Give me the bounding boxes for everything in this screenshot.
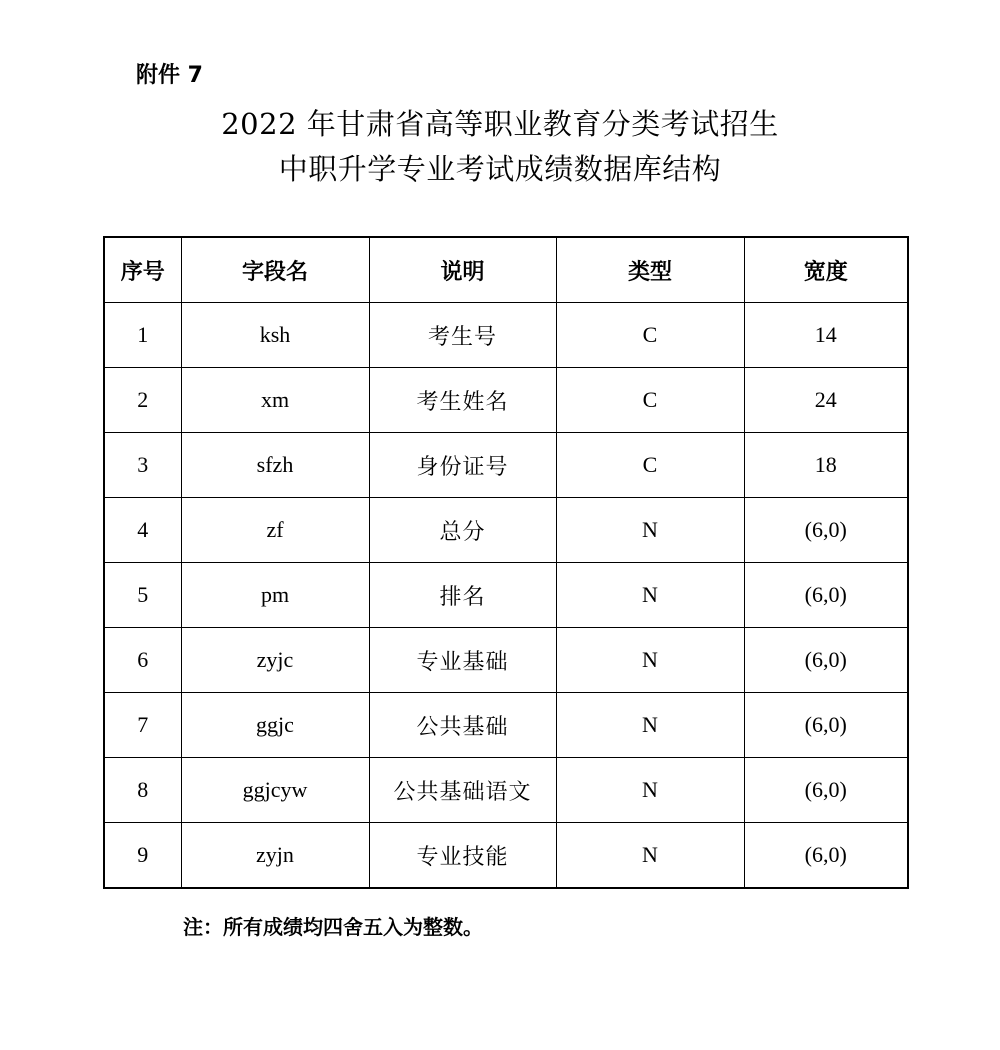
cell-field-name: zyjc	[181, 628, 369, 693]
cell-description: 专业技能	[369, 823, 556, 889]
attachment-label: 附件 7	[136, 63, 203, 88]
cell-description: 专业基础	[369, 628, 556, 693]
document-title-line-1: 2022 年甘肃省高等职业教育分类考试招生	[221, 107, 779, 141]
cell-type: N	[556, 758, 744, 823]
cell-type: N	[556, 563, 744, 628]
table-row	[104, 563, 908, 628]
cell-width: 24	[744, 368, 908, 433]
cell-type: N	[556, 823, 744, 889]
cell-width: (6,0)	[744, 498, 908, 563]
header-type: 类型	[556, 237, 744, 303]
header-field-name: 字段名	[181, 237, 369, 303]
database-structure-table	[103, 236, 909, 889]
cell-width: (6,0)	[744, 823, 908, 889]
cell-width: (6,0)	[744, 563, 908, 628]
cell-description: 公共基础	[369, 693, 556, 758]
cell-type: C	[556, 303, 744, 368]
cell-width: 14	[744, 303, 908, 368]
cell-type: C	[556, 368, 744, 433]
cell-index: 3	[104, 433, 181, 498]
header-description: 说明	[369, 237, 556, 303]
cell-description: 考生号	[369, 303, 556, 368]
header-width: 宽度	[744, 237, 908, 303]
header-index: 序号	[104, 237, 181, 303]
cell-index: 1	[104, 303, 181, 368]
table-row	[104, 693, 908, 758]
table-row	[104, 433, 908, 498]
table-header-row	[104, 237, 908, 303]
table-row	[104, 823, 908, 889]
table-row	[104, 758, 908, 823]
cell-field-name: zf	[181, 498, 369, 563]
document-title-line-2: 中职升学专业考试成绩数据库结构	[278, 152, 722, 186]
cell-index: 7	[104, 693, 181, 758]
cell-description: 考生姓名	[369, 368, 556, 433]
cell-index: 5	[104, 563, 181, 628]
cell-type: N	[556, 498, 744, 563]
cell-index: 6	[104, 628, 181, 693]
cell-field-name: ggjc	[181, 693, 369, 758]
cell-index: 8	[104, 758, 181, 823]
cell-field-name: sfzh	[181, 433, 369, 498]
cell-index: 4	[104, 498, 181, 563]
cell-description: 排名	[369, 563, 556, 628]
cell-type: N	[556, 693, 744, 758]
cell-field-name: zyjn	[181, 823, 369, 889]
cell-index: 9	[104, 823, 181, 889]
cell-type: C	[556, 433, 744, 498]
cell-description: 公共基础语文	[369, 758, 556, 823]
cell-width: (6,0)	[744, 628, 908, 693]
table-row	[104, 628, 908, 693]
table-row	[104, 498, 908, 563]
footnote: 注：所有成绩均四舍五入为整数。	[183, 915, 483, 939]
cell-field-name: ksh	[181, 303, 369, 368]
cell-width: (6,0)	[744, 758, 908, 823]
cell-index: 2	[104, 368, 181, 433]
cell-type: N	[556, 628, 744, 693]
cell-width: (6,0)	[744, 693, 908, 758]
table-row	[104, 303, 908, 368]
cell-width: 18	[744, 433, 908, 498]
cell-description: 总分	[369, 498, 556, 563]
cell-field-name: pm	[181, 563, 369, 628]
cell-field-name: xm	[181, 368, 369, 433]
table-row	[104, 368, 908, 433]
cell-field-name: ggjcyw	[181, 758, 369, 823]
cell-description: 身份证号	[369, 433, 556, 498]
